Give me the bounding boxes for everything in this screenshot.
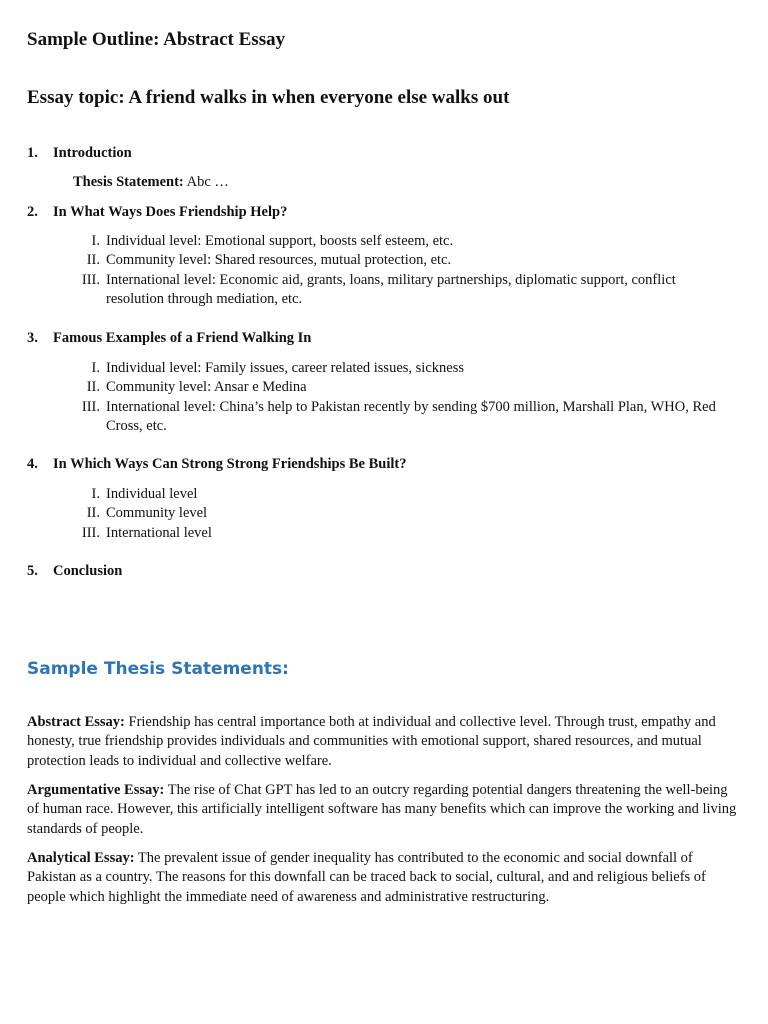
outline-heading-introduction <box>27 145 132 162</box>
list-item <box>0 524 768 543</box>
list-item-text: Individual level <box>106 486 198 502</box>
list-item-text: Community level: Shared resources, mutual protection, etc. <box>106 252 452 269</box>
list-item-text: International level: Economic aid, grants, loans, military partnerships, diplomatic support, conflict resolution through mediation, etc. <box>106 271 676 308</box>
thesis-statement-line <box>73 174 229 191</box>
list-item-text: Individual level: Emotional support, boosts self esteem, etc. <box>106 233 454 249</box>
list-item-text: International level <box>106 524 212 541</box>
sub-list-friendships-built <box>0 485 768 543</box>
thesis-statement-value: Abc … <box>186 174 229 190</box>
thesis-paragraph-argumentative <box>27 781 737 839</box>
list-item-text: Community level <box>106 505 208 522</box>
roman-numeral: II. <box>86 252 100 269</box>
outline-number: 3. <box>27 330 38 346</box>
list-item-text: Individual level: Family issues, career related issues, sickness <box>106 360 464 376</box>
roman-numeral: II. <box>86 505 100 522</box>
thesis-section-title: Sample Thesis Statements: <box>27 659 289 679</box>
sub-list-friendship-help <box>0 232 768 310</box>
outline-heading-text: In What Ways Does Friendship Help? <box>53 204 288 220</box>
list-item <box>0 271 768 310</box>
list-item <box>0 504 768 523</box>
thesis-paragraph-label: Argumentative Essay: <box>27 782 165 798</box>
list-item <box>0 485 768 504</box>
outline-heading-conclusion <box>27 563 122 580</box>
thesis-paragraph-label: Analytical Essay: <box>27 850 135 866</box>
thesis-statement-label: Thesis Statement: <box>73 174 184 190</box>
outline-number: 5. <box>27 563 38 579</box>
thesis-paragraph-analytical <box>27 849 737 907</box>
outline-heading-friendship-help <box>27 204 287 221</box>
list-item-text: International level: China’s help to Pakistan recently by sending $700 million, Marshall Plan, WHO, Red Cross, etc. <box>106 398 716 435</box>
outline-heading-text: Conclusion <box>53 563 123 579</box>
outline-number: 1. <box>27 145 38 161</box>
thesis-paragraph-label: Abstract Essay: <box>27 714 125 730</box>
thesis-paragraph-text: The prevalent issue of gender inequality has contributed to the economic and social downfall of Pakistan as a country. The reasons for this downfall can be traced back to social, cultural, and and religious beliefs of people which highlight the immediate need of awareness and administrative restructuring. <box>27 850 706 905</box>
list-item <box>0 378 768 397</box>
thesis-paragraph-text: The rise of Chat GPT has led to an outcry regarding potential dangers threatening the well-being of human race. However, this artificially intelligent software has many benefits which can improve the working and living standards of people. <box>27 782 737 837</box>
list-item <box>0 232 768 251</box>
outline-heading-famous-examples <box>27 330 311 347</box>
roman-numeral: I. <box>91 233 100 249</box>
essay-topic: Essay topic: A friend walks in when everyone else walks out <box>27 87 510 108</box>
outline-heading-text: Famous Examples of a Friend Walking In <box>53 330 312 346</box>
roman-numeral: II. <box>86 379 100 396</box>
document-title: Sample Outline: Abstract Essay <box>27 29 286 50</box>
outline-heading-text: In Which Ways Can Strong Strong Friendships Be Built? <box>53 456 407 472</box>
list-item <box>0 359 768 378</box>
sub-list-famous-examples <box>0 359 768 437</box>
outline-heading-friendships-built <box>27 456 406 473</box>
thesis-paragraph-abstract <box>27 713 737 771</box>
outline-number: 4. <box>27 456 38 472</box>
roman-numeral: III. <box>81 271 100 288</box>
list-item <box>0 251 768 270</box>
outline-number: 2. <box>27 204 38 220</box>
list-item-text: Community level: Ansar e Medina <box>106 379 307 396</box>
roman-numeral: III. <box>81 524 100 541</box>
list-item <box>0 398 768 437</box>
thesis-paragraph-text: Friendship has central importance both at individual and collective level. Through trust, empathy and honesty, true friendship provides individuals and communities with emotional support, shared resources, and mutual protection leads to individual and collective welfare. <box>27 714 716 769</box>
roman-numeral: I. <box>91 360 100 376</box>
roman-numeral: I. <box>91 486 100 502</box>
roman-numeral: III. <box>81 398 100 415</box>
outline-heading-text: Introduction <box>53 145 132 161</box>
